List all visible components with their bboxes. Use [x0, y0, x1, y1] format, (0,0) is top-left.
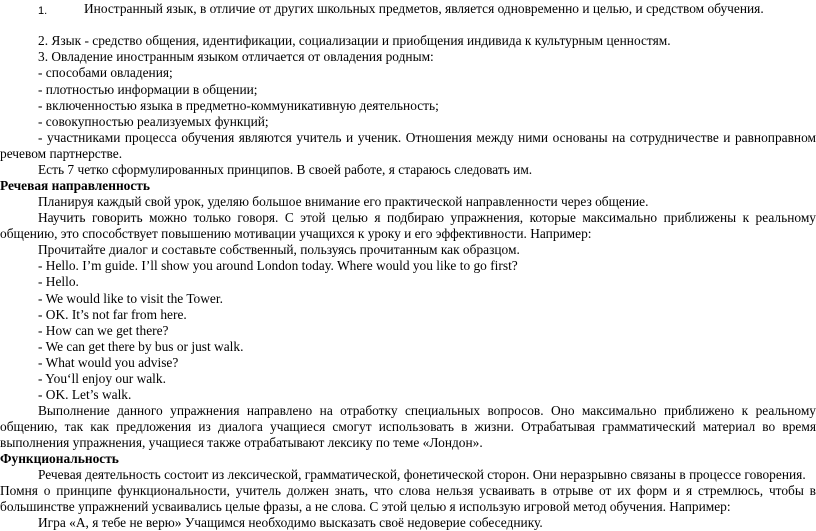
- list-item-continuation: речевом партнерстве.: [0, 146, 123, 161]
- dialog-line: - We can get there by bus or just walk.: [38, 339, 244, 354]
- list-item: - участниками процесса обучения являются учитель и ученик. Отношения между ними основаны на сотрудничестве и равноправном: [38, 130, 816, 145]
- paragraph-line: большинстве упражнений усваивались целые фразы, а не слова. С этой целью я использую игровой метод обучения. Например:: [0, 499, 731, 514]
- list-item: - плотностью информации в общении;: [38, 82, 258, 97]
- list-number: 1.: [38, 5, 48, 17]
- section-heading-functionality: Функциональность: [0, 451, 119, 466]
- list-item: - способами овладения;: [38, 65, 173, 80]
- paragraph-line: Выполнение данного упражнения направлено на отработку специальных вопросов. Оно максимально приближено к реальному: [38, 403, 816, 418]
- section-heading-speech-orientation: Речевая направленность: [0, 178, 150, 193]
- dialog-line: - Hello.: [38, 274, 79, 289]
- paragraph-3: 3. Овладение иностранным языком отличается от овладения родным:: [38, 49, 434, 64]
- paragraph-line: Научить говорить можно только говоря. С этой целью я подбираю упражнения, которые максимально приближены к реальному: [38, 210, 816, 225]
- dialog-line: - We would like to visit the Tower.: [38, 291, 223, 306]
- dialog-line: - Hello. I’m guide. I’ll show you around London today. Where would you like to go first?: [38, 258, 518, 273]
- dialog-line: - OK. Let’s walk.: [38, 387, 132, 402]
- paragraph-2: 2. Язык - средство общения, идентификации, социализации и приобщения индивида к культурным ценностям.: [38, 33, 671, 48]
- paragraph: Речевая деятельность состоит из лексической, грамматической, фонетической сторон. Они неразрывно связаны в процессе говорения.: [38, 467, 806, 482]
- paragraph: Игра «А, я тебе не верю» Учащимся необходимо высказать своё недоверие собеседнику.: [38, 515, 543, 530]
- paragraph-1-text: Иностранный язык, в отличие от других школьных предметов, является одновременно и целью, и средством обучения.: [84, 1, 764, 16]
- paragraph-line: общению, так как предложения из диалога учащиеся смогут использовать в жизни. Отрабатывая грамматический материал во время: [0, 419, 816, 434]
- list-item: - совокупностью реализуемых функций;: [38, 114, 269, 129]
- paragraph-line: Помня о принципе функциональности, учитель должен знать, что слова нельзя усваивать в отрыве от их форм и я стремлюсь, чтобы в: [0, 483, 816, 498]
- paragraph: Прочитайте диалог и составьте собственный, пользуясь прочитанным как образцом.: [38, 242, 520, 257]
- paragraph: Планируя каждый свой урок, уделяю большое внимание его практической направленности через общение.: [38, 194, 649, 209]
- dialog-line: - You‘ll enjoy our walk.: [38, 371, 166, 386]
- paragraph-line: общению, это способствует повышению мотивации учащихся к уроку и его эффективности. Например:: [0, 226, 592, 241]
- list-item: - включенностью языка в предметно-коммуникативную деятельность;: [38, 98, 439, 113]
- paragraph-line: выполнения упражнения, учащиеся также отрабатывают лексику по теме «Лондон».: [0, 435, 483, 450]
- dialog-line: - What would you advise?: [38, 355, 179, 370]
- dialog-line: - How can we get there?: [38, 323, 169, 338]
- principles-paragraph: Есть 7 четко сформулированных принципов. В своей работе, я стараюсь следовать им.: [38, 162, 533, 177]
- dialog-line: - OK. It’s not far from here.: [38, 307, 187, 322]
